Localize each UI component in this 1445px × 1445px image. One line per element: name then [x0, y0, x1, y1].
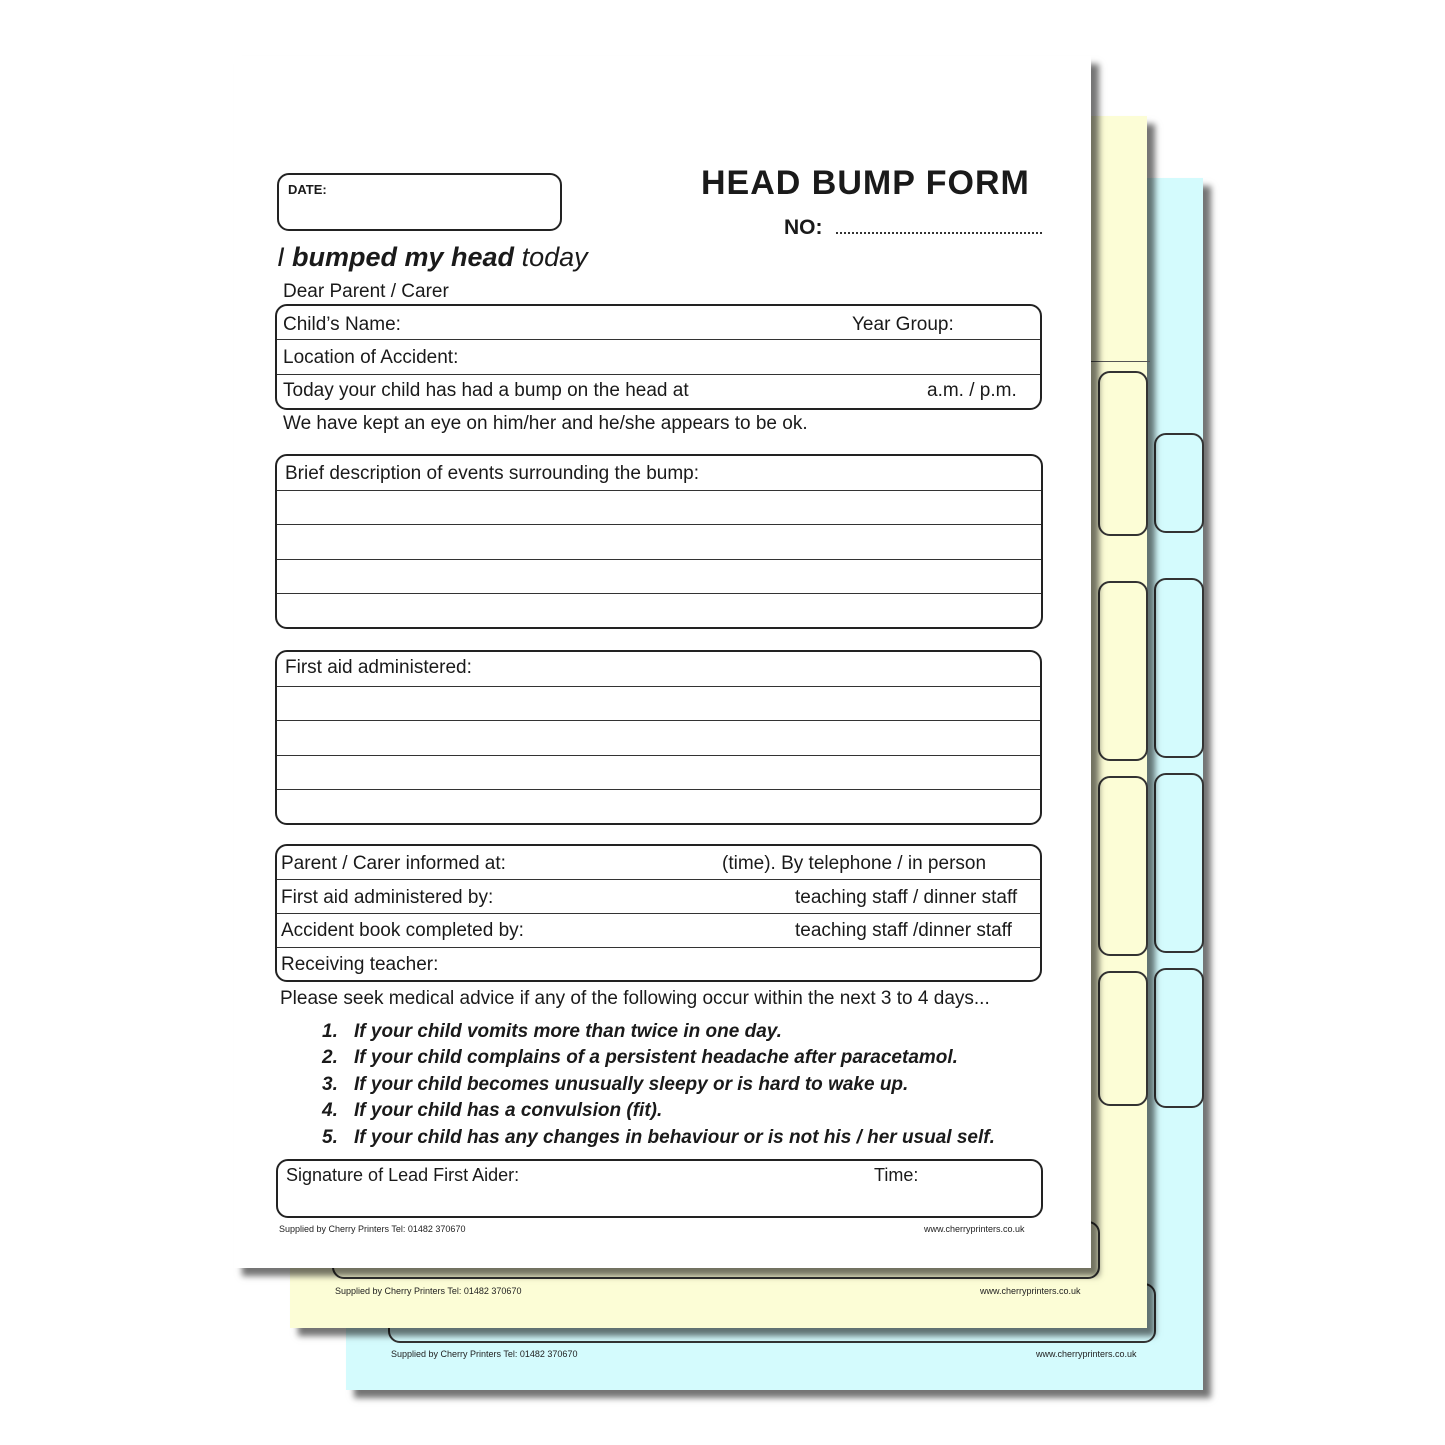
head-bump-form-sheet — [234, 56, 1091, 1268]
advice-item — [322, 1101, 662, 1120]
description-box[interactable] — [275, 454, 1043, 629]
row-divider — [277, 913, 1040, 914]
ghost-box — [1098, 776, 1148, 956]
row-divider — [277, 374, 1040, 375]
year-group-label: Year Group: — [852, 314, 954, 335]
receiving-teacher-label: Receiving teacher: — [281, 954, 439, 975]
form-number-field[interactable] — [836, 232, 1042, 234]
parent-informed-label: Parent / Carer informed at: — [281, 853, 506, 874]
advice-item — [322, 1048, 958, 1067]
row-divider — [277, 755, 1040, 756]
ampm-label: a.m. / p.m. — [927, 380, 1017, 401]
child-name-label: Child’s Name: — [283, 314, 401, 335]
kept-eye-text: We have kept an eye on him/her and he/she appears to be ok. — [283, 413, 808, 434]
greeting: Dear Parent / Carer — [283, 281, 449, 302]
advice-number: 4. — [322, 1100, 338, 1121]
child-details-box — [275, 304, 1042, 410]
form-title: HEAD BUMP FORM — [701, 164, 1030, 202]
footer-supplier: Supplied by Cherry Printers Tel: 01482 370670 — [279, 1224, 466, 1234]
signature-label: Signature of Lead First Aider: — [286, 1165, 520, 1185]
row-divider — [277, 593, 1041, 594]
staff-details-box — [275, 844, 1042, 982]
advice-text: If your child vomits more than twice in one day. — [354, 1021, 782, 1042]
advice-number: 3. — [322, 1074, 338, 1095]
row-divider — [277, 789, 1040, 790]
advice-text: If your child complains of a persistent headache after paracetamol. — [354, 1047, 958, 1068]
advice-item — [322, 1128, 995, 1147]
ghost-box — [1154, 433, 1204, 533]
advice-text: If your child has any changes in behaviour or is not his / her usual self. — [354, 1127, 995, 1148]
headline-pre: I — [277, 242, 293, 272]
advice-intro: Please seek medical advice if any of the following occur within the next 3 to 4 days... — [280, 988, 990, 1009]
accident-book-label: Accident book completed by: — [281, 920, 524, 941]
row-divider — [277, 339, 1040, 340]
row-divider — [277, 947, 1040, 948]
accident-book-suffix: teaching staff /dinner staff — [795, 920, 1012, 941]
time-label: Time: — [874, 1165, 919, 1185]
ghost-box — [1098, 971, 1148, 1106]
advice-text: If your child has a convulsion (fit). — [354, 1100, 663, 1121]
row-divider — [277, 559, 1041, 560]
first-aid-by-label: First aid administered by: — [281, 887, 494, 908]
footer-supplier: Supplied by Cherry Printers Tel: 01482 370670 — [391, 1349, 578, 1359]
ghost-box — [1154, 968, 1204, 1108]
ghost-box — [1098, 371, 1148, 536]
first-aid-box[interactable] — [275, 650, 1042, 825]
footer-website: www.cherryprinters.co.uk — [924, 1224, 1025, 1234]
bump-time-label: Today your child has had a bump on the head at — [283, 380, 689, 401]
row-divider — [277, 490, 1041, 491]
parent-informed-suffix: (time). By telephone / in person — [722, 853, 987, 874]
first-aid-by-suffix: teaching staff / dinner staff — [795, 887, 1018, 908]
ghost-box — [1154, 773, 1204, 953]
signature-box[interactable] — [276, 1159, 1043, 1218]
advice-item — [322, 1022, 782, 1041]
row-divider — [277, 720, 1040, 721]
advice-number: 2. — [322, 1047, 338, 1068]
row-divider — [277, 686, 1040, 687]
row-divider — [277, 879, 1040, 880]
headline — [277, 242, 588, 273]
first-aid-label: First aid administered: — [285, 657, 472, 678]
date-label: DATE: — [288, 182, 327, 197]
footer-supplier: Supplied by Cherry Printers Tel: 01482 370670 — [335, 1286, 522, 1296]
advice-item — [322, 1075, 908, 1094]
date-field[interactable] — [277, 173, 562, 231]
ghost-box — [1154, 578, 1204, 758]
footer-website: www.cherryprinters.co.uk — [1036, 1349, 1137, 1359]
footer-website: www.cherryprinters.co.uk — [980, 1286, 1081, 1296]
ghost-line — [1090, 361, 1150, 362]
ghost-box — [1098, 581, 1148, 761]
headline-bold: bumped my head — [292, 242, 515, 272]
advice-number: 1. — [322, 1021, 338, 1042]
advice-number: 5. — [322, 1127, 338, 1148]
row-divider — [277, 524, 1041, 525]
form-number-label: NO: — [784, 216, 823, 239]
location-label: Location of Accident: — [283, 347, 459, 368]
advice-text: If your child becomes unusually sleepy or is hard to wake up. — [354, 1074, 909, 1095]
headline-post: today — [514, 242, 588, 272]
description-label: Brief description of events surrounding the bump: — [285, 463, 700, 484]
